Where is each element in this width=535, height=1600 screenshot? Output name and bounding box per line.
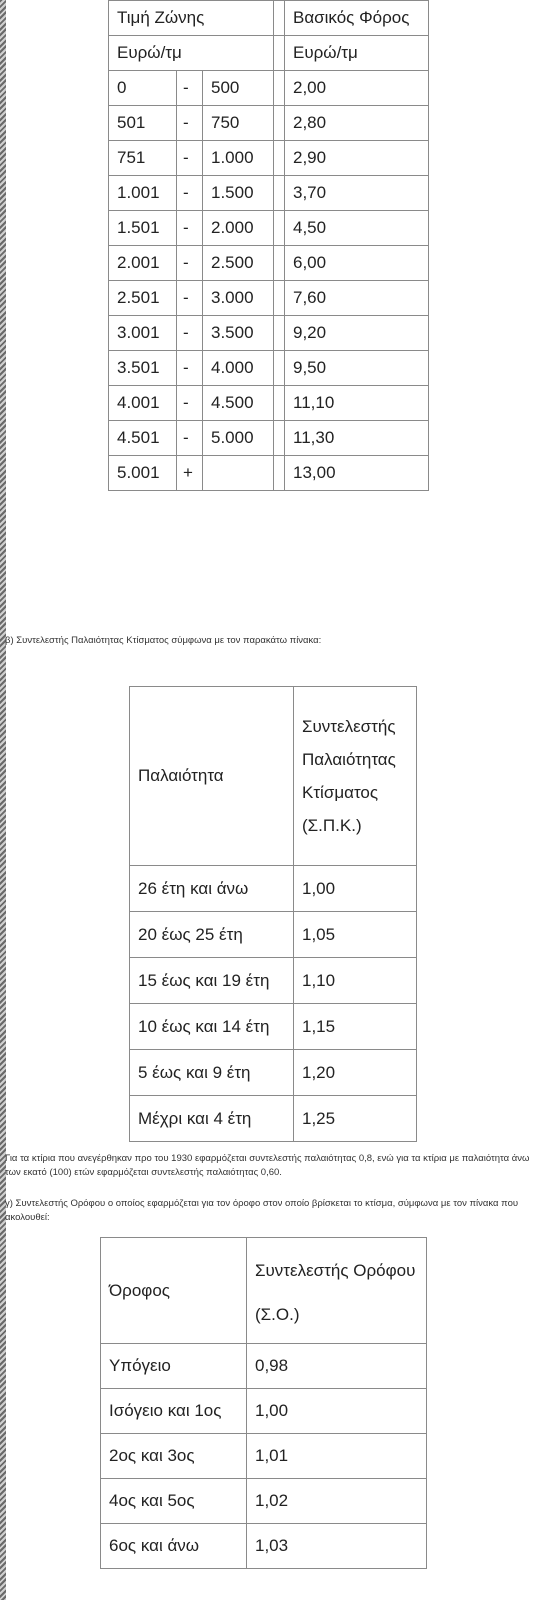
header-line: Κτίσματος: [302, 783, 379, 802]
spacer-cell: [274, 386, 285, 421]
zone-from-cell: 751: [109, 141, 177, 176]
zone-to-cell: 1.500: [203, 176, 274, 211]
header-line: Συντελεστής Ορόφου: [255, 1260, 416, 1280]
table-row: [130, 1050, 417, 1096]
spacer-cell: [274, 316, 285, 351]
zone-tax-table: [108, 0, 429, 491]
zone-separator-cell: -: [177, 106, 203, 141]
age-cell: 20 έως 25 έτη: [130, 912, 294, 958]
zone-to-cell: 3.500: [203, 316, 274, 351]
zone-from-cell: 3.001: [109, 316, 177, 351]
spacer-cell: [274, 351, 285, 386]
spacer-cell: [274, 421, 285, 456]
floor-cell: 2ος και 3ος: [101, 1434, 247, 1479]
zone-to-cell: 2.000: [203, 211, 274, 246]
table-row: [109, 141, 429, 176]
age-cell: 5 έως και 9 έτη: [130, 1050, 294, 1096]
floor-coefficient-cell: 0,98: [247, 1344, 427, 1389]
zone-to-cell: 4.500: [203, 386, 274, 421]
header-age-coefficient: [294, 687, 417, 866]
table-header-row: [130, 687, 417, 866]
table-row: [101, 1344, 427, 1389]
basic-tax-cell: 2,80: [285, 106, 429, 141]
basic-tax-cell: 13,00: [285, 456, 429, 491]
zone-from-cell: 2.501: [109, 281, 177, 316]
basic-tax-cell: 7,60: [285, 281, 429, 316]
basic-tax-cell: 4,50: [285, 211, 429, 246]
zone-to-cell: 750: [203, 106, 274, 141]
basic-tax-cell: 9,20: [285, 316, 429, 351]
zone-separator-cell: -: [177, 386, 203, 421]
table-row: [101, 1434, 427, 1479]
basic-tax-cell: 6,00: [285, 246, 429, 281]
zone-from-cell: 4.001: [109, 386, 177, 421]
table-row: [130, 912, 417, 958]
table-row: [109, 281, 429, 316]
floor-coefficient-cell: 1,01: [247, 1434, 427, 1479]
unit-zone-value: Ευρώ/τμ: [109, 36, 274, 71]
spacer-cell: [274, 456, 285, 491]
zone-separator-cell: -: [177, 211, 203, 246]
zone-from-cell: 0: [109, 71, 177, 106]
table-row: [109, 71, 429, 106]
zone-separator-cell: -: [177, 316, 203, 351]
age-cell: 15 έως και 19 έτη: [130, 958, 294, 1004]
table-row: [109, 351, 429, 386]
table-row: [109, 316, 429, 351]
age-coefficient-cell: 1,15: [294, 1004, 417, 1050]
table-row: [101, 1479, 427, 1524]
zone-separator-cell: -: [177, 421, 203, 456]
spacer-cell: [274, 176, 285, 211]
age-coefficient-cell: 1,00: [294, 866, 417, 912]
header-line: (Σ.Π.Κ.): [302, 816, 362, 835]
table-row: [130, 1004, 417, 1050]
header-zone-value: Τιμή Ζώνης: [109, 1, 274, 36]
floor-cell: Υπόγειο: [101, 1344, 247, 1389]
table-row: [101, 1524, 427, 1569]
table-unit-row: [109, 36, 429, 71]
zone-to-cell: 4.000: [203, 351, 274, 386]
zone-separator-cell: -: [177, 351, 203, 386]
zone-to-cell: [203, 456, 274, 491]
header-basic-tax: Βασικός Φόρος: [285, 1, 429, 36]
age-cell: 10 έως και 14 έτη: [130, 1004, 294, 1050]
basic-tax-cell: 2,90: [285, 141, 429, 176]
table-row: [109, 386, 429, 421]
zone-separator-cell: -: [177, 141, 203, 176]
zone-from-cell: 1.001: [109, 176, 177, 211]
zone-from-cell: 5.001: [109, 456, 177, 491]
zone-separator-cell: -: [177, 71, 203, 106]
header-line: Παλαιότητας: [302, 750, 396, 769]
zone-separator-cell: -: [177, 281, 203, 316]
spacer-cell: [274, 1, 285, 36]
zone-from-cell: 501: [109, 106, 177, 141]
age-coefficient-cell: 1,10: [294, 958, 417, 1004]
spacer-cell: [274, 141, 285, 176]
zone-from-cell: 2.001: [109, 246, 177, 281]
header-floor: Όροφος: [101, 1238, 247, 1344]
table-row: [109, 106, 429, 141]
spacer-cell: [274, 211, 285, 246]
page-left-border: [0, 0, 6, 1600]
table-row: [101, 1389, 427, 1434]
header-floor-coefficient: [247, 1238, 427, 1344]
table-row: [109, 421, 429, 456]
table-row: [109, 246, 429, 281]
header-line: Συντελεστής: [302, 717, 396, 736]
spacer-cell: [274, 281, 285, 316]
spacer-cell: [274, 106, 285, 141]
basic-tax-cell: 11,30: [285, 421, 429, 456]
basic-tax-cell: 9,50: [285, 351, 429, 386]
zone-from-cell: 1.501: [109, 211, 177, 246]
basic-tax-cell: 11,10: [285, 386, 429, 421]
header-age: Παλαιότητα: [130, 687, 294, 866]
paragraph-c: γ) Συντελεστής Ορόφου ο οποίος εφαρμόζεται για τον όροφο στον οποίο βρίσκεται το κτίσμα, σύμφωνα με τον πίνακα που ακολουθεί:: [5, 1198, 519, 1223]
header-line: (Σ.Ο.): [255, 1304, 300, 1324]
age-coefficient-cell: 1,25: [294, 1096, 417, 1142]
floor-coefficient-cell: 1,00: [247, 1389, 427, 1434]
floor-coefficient-cell: 1,02: [247, 1479, 427, 1524]
zone-from-cell: 3.501: [109, 351, 177, 386]
zone-to-cell: 3.000: [203, 281, 274, 316]
table-row: [130, 958, 417, 1004]
paragraph-note: Για τα κτίρια που ανεγέρθηκαν προ του 1930 εφαρμόζεται συντελεστής παλαιότητας 0,8, ενώ για τα κτίρια με παλαιότητα άνω των εκατό (100) ετών εφαρμόζεται συντελεστής παλαιότητας 0,60.: [5, 1153, 530, 1178]
table-row: [109, 176, 429, 211]
table-row: [109, 211, 429, 246]
spacer-cell: [274, 71, 285, 106]
zone-to-cell: 5.000: [203, 421, 274, 456]
paragraph-b: β) Συντελεστής Παλαιότητας Κτίσματος σύμφωνα με τον παρακάτω πίνακα:: [5, 635, 322, 646]
spacer-cell: [274, 36, 285, 71]
zone-to-cell: 500: [203, 71, 274, 106]
age-coefficient-cell: 1,05: [294, 912, 417, 958]
table-header-row: [109, 1, 429, 36]
table-row: [130, 1096, 417, 1142]
table-row: [109, 456, 429, 491]
basic-tax-cell: 3,70: [285, 176, 429, 211]
age-coefficient-cell: 1,20: [294, 1050, 417, 1096]
age-cell: Μέχρι και 4 έτη: [130, 1096, 294, 1142]
unit-basic-tax: Ευρώ/τμ: [285, 36, 429, 71]
zone-from-cell: 4.501: [109, 421, 177, 456]
floor-cell: 6ος και άνω: [101, 1524, 247, 1569]
age-coefficient-table: [129, 686, 417, 1142]
zone-separator-cell: -: [177, 246, 203, 281]
floor-cell: 4ος και 5ος: [101, 1479, 247, 1524]
age-cell: 26 έτη και άνω: [130, 866, 294, 912]
floor-cell: Ισόγειο και 1ος: [101, 1389, 247, 1434]
zone-separator-cell: -: [177, 176, 203, 211]
spacer-cell: [274, 246, 285, 281]
floor-coefficient-table: [100, 1237, 427, 1569]
table-header-row: [101, 1238, 427, 1344]
zone-separator-cell: +: [177, 456, 203, 491]
zone-to-cell: 1.000: [203, 141, 274, 176]
zone-to-cell: 2.500: [203, 246, 274, 281]
table-row: [130, 866, 417, 912]
basic-tax-cell: 2,00: [285, 71, 429, 106]
floor-coefficient-cell: 1,03: [247, 1524, 427, 1569]
